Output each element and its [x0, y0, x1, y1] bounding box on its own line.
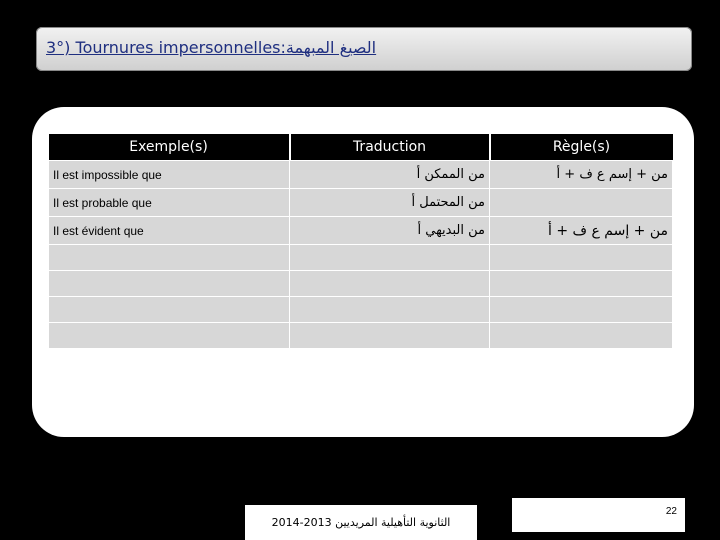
table-row: [49, 189, 673, 217]
translation-cell: من الممكن أ: [290, 161, 490, 189]
footer-page-box: [512, 498, 685, 532]
title-bar: [36, 27, 692, 71]
footer-school: الثانوية التأهيلية المريديين 2013-2014: [245, 505, 477, 540]
rule-cell: [490, 189, 673, 217]
header-translation: Traduction: [290, 134, 490, 161]
example-cell: [49, 245, 290, 271]
translation-cell: من البديهي أ: [290, 217, 490, 245]
table-header-row: [49, 134, 673, 161]
rules-table: [48, 134, 673, 349]
table-row: [49, 271, 673, 297]
translation-cell: [290, 323, 490, 349]
example-cell: Il est évident que: [49, 217, 290, 245]
page-number: 22: [665, 506, 677, 517]
translation-cell: من المحتمل أ: [290, 189, 490, 217]
example-cell: [49, 297, 290, 323]
table-row: [49, 245, 673, 271]
rule-cell: [490, 297, 673, 323]
title-french: 3°) Tournures impersonnelles:: [46, 38, 286, 57]
rule-cell: من + إسم ع ف + أ: [490, 161, 673, 189]
rule-cell: [490, 323, 673, 349]
table-row: [49, 323, 673, 349]
table-row: [49, 297, 673, 323]
rule-cell: من + إسم ع ف + أ: [490, 217, 673, 245]
header-examples: Exemple(s): [49, 134, 290, 161]
header-rules: Règle(s): [490, 134, 673, 161]
example-cell: [49, 271, 290, 297]
example-cell: Il est probable que: [49, 189, 290, 217]
table-row: [49, 217, 673, 245]
translation-cell: [290, 297, 490, 323]
rule-cell: [490, 271, 673, 297]
slide-title: [46, 38, 376, 57]
example-cell: [49, 323, 290, 349]
example-cell: Il est impossible que: [49, 161, 290, 189]
rule-cell: [490, 245, 673, 271]
table-row: [49, 161, 673, 189]
translation-cell: [290, 271, 490, 297]
translation-cell: [290, 245, 490, 271]
title-arabic: الصيغ المبهمة: [285, 38, 377, 57]
